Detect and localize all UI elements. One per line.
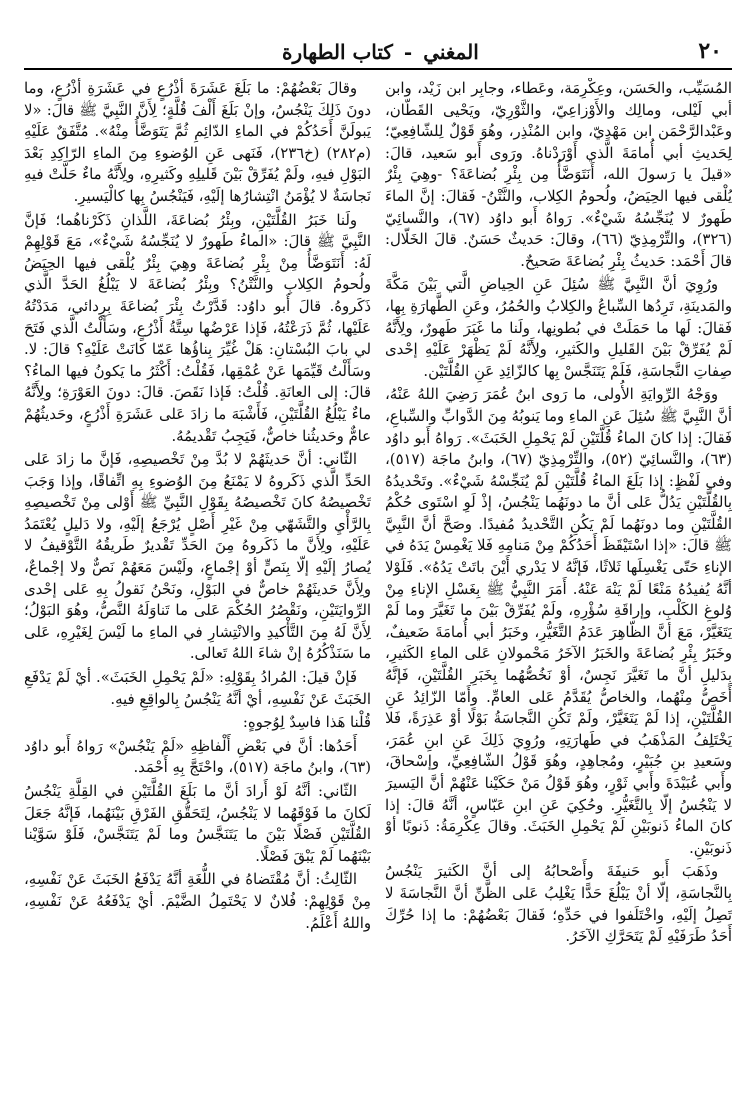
title-separator: - bbox=[403, 40, 413, 64]
chapter-title: كتاب الطهارة bbox=[282, 40, 393, 64]
text-columns bbox=[24, 78, 732, 1090]
running-title bbox=[282, 40, 479, 64]
book-title: المغني bbox=[423, 40, 479, 64]
paragraph: وذَهَبَ أَبو حَنيفَةَ وأَصْحابُهُ إلى أنَّ الكَثيرَ يَنْجُسُ بِالنَّجاسَةِ، إلّا أنْ يَبْلُغَ حَدًّا يَغْلِبُ عَلى الظَّنِّ أنَّ النَّجاسَةَ لا تَصِلُ إلَيْهِ، واخْتَلَفوا في حَدِّهِ؛ فَقالَ بَعْضُهُمْ: ما إذا حُرِّكَ أَحَدُ طَرَفَيْهِ لَمْ يَتَحَرَّكِ الآخَرُ. bbox=[385, 863, 732, 946]
paragraph: وقالَ بَعْضُهُمْ: ما بَلَغَ عَشَرَةَ أَذْرُعٍ في عَشَرَةِ أَذْرُعٍ، وما دونَ ذَلِكَ يَنْجُسُ، وإنْ بَلَغَ أَلْفَ قُلَّةٍ؛ لِأَنَّ النَّبِيَّ ﷺ قالَ: «لا يَبولَنَّ أَحَدُكُمْ في الماءِ الدّائِمِ ثُمَّ يَتَوَضَّأُ مِنْهُ». مُتَّفَقٌ عَلَيْهِ (م٢٨٢) (خ٢٣٦)، فَنَهى عَنِ الوُضوءِ مِنَ الماءِ الرّاكِدِ بَعْدَ البَوْلِ فيهِ، ولَمْ يُفَرِّقْ بَيْنَ قَليلِهِ وكَثيرِهِ، ولِأَنَّهُ ماءٌ حَلَّتْ فيهِ نَجاسَةٌ لا يُؤْمَنُ انْتِشارُها إلَيْهِ، فَيَنْجُسُ بِها كالْيَسيرِ. bbox=[24, 80, 371, 205]
page-number: ٢٠ bbox=[698, 38, 722, 64]
left-column bbox=[24, 78, 371, 1090]
paragraph: الثّاني: أنَّهُ لَوْ أَرادَ أنَّ ما بَلَغَ القُلَّتَيْنِ في القِلَّةِ يَنْجُسُ لَكانَ ما فَوْقَهُما لا يَنْجُسُ، لِتَحَقُّقِ الفَرْقِ بَيْنَهُما، فَإنَّهُ جَعَلَ القُلَّتَيْنِ فَصْلًا بَيْنَ ما يَتَنَجَّسُ وما لَمْ يَتَنَجَّسْ، فَلَوْ سَوَّيْنا بَيْنَهُما لَمْ يَبْقَ فَصْلًا. bbox=[24, 783, 371, 865]
paragraph: المُسَيِّب، والحَسَن، وعِكْرِمَة، وعَطاء، وجابِر ابن زَيْد، وابن أبي لَيْلى، ومالِك والأَوْزاعِيّ، والثَّوْرِيّ، ويَحْيى القَطّان، وعَبْدالرَّحْمَن ابن مَهْدِيّ، وابن المُنْذِر، وهُوَ قَوْلٌ لِلشّافِعِيّ؛ لِحَديثِ أبي أُمامَةَ الَّذي أَوْرَدْناهُ. ورَوى أَبو سَعيد، قالَ: «قيلَ يا رَسولَ الله، أَنَتَوَضَّأُ مِن بِئْرِ بُضاعَةَ؟ -وهِيَ بِئْرٌ يُلْقى فيها الحِيَضُ، ولُحومُ الكِلاب، والنَّتْنُ- فَقالَ: إنَّ الماءَ طَهورٌ لا يُنَجِّسُهُ شَيْءٌ». رَواهُ أَبو داوُد (٦٧)، والنَّسائِيّ (٣٢٦)، والتِّرْمِذِيّ (٦٦)، وقالَ: حَديثٌ حَسَنٌ. قالَ الخَلّال: قالَ أَحْمَد: حَديثُ بِئْرِ بُضاعَةَ صَحيحٌ. bbox=[385, 80, 732, 270]
right-column bbox=[385, 78, 732, 1090]
paragraph: الثّالِثُ: أنَّ مُقْتَضاهُ في اللُّغَةِ أنَّهُ يَدْفَعُ الخَبَثَ عَنْ نَفْسِهِ، مِنْ قَوْلِهِمْ: فُلانٌ لا يَحْتَمِلُ الضَّيْمَ. أيْ يَدْفَعُهُ عَنْ نَفْسِهِ، واللهُ أَعْلَمُ. bbox=[24, 871, 371, 932]
paragraph: الثّاني: أنَّ حَديثَهُمْ لا بُدَّ مِنْ تَخْصيصِهِ، فَإنَّ ما زادَ عَلى الحَدِّ الَّذي ذَكَروهُ لا يَمْنَعُ مِنَ الوُضوءِ بِهِ اتِّفاقًا، وإذا وَجَبَ تَخْصيصُهُ كانَ تَخْصيصُهُ بِقَوْلِ النَّبِيِّ ﷺ أَوْلى مِنْ تَخْصيصِهِ بِالرَّأْيِ والتَّشَهّي مِنْ غَيْرِ أَصْلٍ يُرْجَعُ إلَيْهِ، ولا دَليلٍ يُعْتَمَدُ عَلَيْهِ، ولِأَنَّ ما ذَكَروهُ مِنَ الحَدِّ تَقْديرٌ طَريقُهُ التَّوْقيفُ لا يُصارُ إلَيْهِ إلّا بِنَصٍّ أوْ إجْماعٍ، ولَيْسَ مَعَهُمْ نَصٌّ ولا إجْماعٌ، ولِأَنَّ حَديثَهُمْ خاصٌّ في البَوْلِ، ونَحْنُ نَقولُ بِهِ عَلى إحْدى الرِّوايَتَيْنِ، ونَقْصُرُ الحُكْمَ عَلى ما تَناوَلَهُ النَّصُّ، وهُوَ البَوْلُ؛ لِأَنَّ لَهُ مِنَ التَّأْكيدِ والانْتِشارِ في الماءِ ما لَيْسَ لِغَيْرِهِ، عَلى ما سَنَذْكُرُهُ إنْ شاءَ اللهُ تَعالى. bbox=[24, 451, 371, 663]
paragraph: ووَجْهُ الرِّوايَةِ الأُولى، ما رَوى ابنُ عُمَرَ رَضِيَ اللهُ عَنْهُ، أنَّ النَّبِيَّ ﷺ سُئِلَ عَنِ الماءِ وما يَنوبُهُ مِنَ الدَّوابِّ والسِّباعِ، فَقالَ: إذا كانَ الماءُ قُلَّتَيْنِ لَمْ يَحْمِلِ الخَبَثَ». رَواهُ أَبو داوُد (٦٣)، والنَّسائِيّ (٥٢)، والتِّرْمِذِيّ (٦٧)، وابنُ ماجَة (٥١٧)، وفي لَفْظٍ: إذا بَلَغَ الماءُ قُلَّتَيْنِ لَمْ يُنَجِّسْهُ شَيْءٌ». وتَحْديدُهُ بِالقُلَّتَيْنِ يَدُلُّ عَلى أنَّ ما دونَهُما يَنْجُسُ، إذْ لَوِ اسْتَوى حُكْمُ القُلَّتَيْنِ وما دونَهُما لَمْ يَكُنِ التَّحْديدُ مُفيدًا. وصَحَّ أنَّ النَّبِيَّ ﷺ قالَ: «إذا اسْتَيْقَظَ أَحَدُكُمْ مِنْ مَنامِهِ فَلا يَغْمِسْ يَدَهُ في الإناءِ حَتّى يَغْسِلَها ثَلاثًا، فَإنَّهُ لا يَدْري أَيْنَ باتَتْ يَدُهُ». فَلَوْلا أنَّهُ يُفيدُهُ مَنْعًا لَمْ يَنْهَ عَنْهُ. أَمَرَ النَّبِيُّ ﷺ بِغَسْلِ الإناءِ مِنْ وُلوغِ الكَلْبِ، وإراقَةِ سُؤْرِهِ، ولَمْ يُفَرِّقْ بَيْنَ ما تَغَيَّرَ وما لَمْ يَتَغَيَّرْ، مَعَ أنَّ الظّاهِرَ عَدَمُ التَّغَيُّرِ، وخَبَرُ أبي أُمامَةَ ضَعيفٌ، وخَبَرُ بِئْرِ بُضاعَةَ والخَبَرُ الآخَرُ مَحْمولانِ عَلى الماءِ الكَثيرِ، بِدَليلِ أنَّ ما تَغَيَّرَ نَجِسٌ، أوْ نَخُصُّهُما بِخَبَرِ القُلَّتَيْنِ، فَإنَّهُ أَخَصُّ مِنْهُما، والخاصُّ يُقَدَّمُ عَلى العامِّ. وأَمّا الزّائِدُ عَنِ القُلَّتَيْنِ، إذا لَمْ يَتَغَيَّرْ، ولَمْ تَكُنِ النَّجاسَةُ بَوْلًا أوْ عَذِرَةً، فَلا يَخْتَلِفُ المَذْهَبُ في طَهارَتِهِ، ورُوِيَ ذَلِكَ عَنِ ابنِ عُمَرَ، وسَعيدِ بنِ جُبَيْرٍ، ومُجاهِدٍ، وهُوَ قَوْلُ الشّافِعِيِّ، وإسْحاقَ، وأَبي عُبَيْدَةَ وأَبي ثَوْرٍ، وهُوَ قَوْلُ مَنْ حَكَيْنا عَنْهُمْ أنَّ اليَسيرَ لا يَنْجُسُ إلّا بِالتَّغَيُّرِ. وحُكِيَ عَنِ ابنِ عَبّاسٍ، أنَّهُ قالَ: إذا كانَ الماءُ ذَنوبَيْنِ لَمْ يَحْمِلِ الخَبَثَ. وقالَ عِكْرِمَةُ: ذَنوبًا أوْ ذَنوبَيْنِ. bbox=[385, 386, 732, 857]
paragraph: ورُوِيَ أنَّ النَّبِيَّ ﷺ سُئِلَ عَنِ الحِياضِ الَّتي بَيْنَ مَكَّةَ والمَدينَةِ، تَرِدُها السِّباعُ والكِلابُ والحُمُرُ، وعَنِ الطَّهارَةِ بِها، فَقالَ: لَها ما حَمَلَتْ في بُطونِها، ولَنا ما غَبَرَ طَهورٌ، ولِأَنَّهُ لَمْ يُفَرِّقْ بَيْنَ القَليلِ والكَثيرِ، ولِأَنَّهُ لَمْ يَظْهَرْ عَلَيْهِ إحْدى صِفاتِ النَّجاسَةِ، فَلَمْ يَتَنَجَّسْ بِها كالزّائِدِ عَنِ القُلَّتَيْن. bbox=[385, 276, 732, 380]
paragraph: قُلْنا هَذا فاسِدٌ لِوُجوهٍ: bbox=[242, 714, 371, 732]
paragraph: أَحَدُها: أنَّ في بَعْضِ أَلْفاظِهِ «لَمْ يَنْجُسْ» رَواهُ أَبو داوُد (٦٣)، وابنُ ماجَة (٥١٧)، واحْتَجَّ بِهِ أَحْمَد. bbox=[24, 737, 371, 777]
paragraph: فَإنْ قيلَ: المُرادُ بِقَوْلِهِ: «لَمْ يَحْمِلِ الخَبَثَ». أيْ لَمْ يَدْفَعِ الخَبَثَ عَنْ نَفْسِهِ، أيْ أنَّهُ يَنْجُسُ بِالواقِعِ فيهِ. bbox=[24, 669, 371, 708]
paragraph: ولَنا خَبَرُ القُلَّتَيْنِ، وبِئْرُ بُضاعَةَ، اللَّذانِ ذَكَرْناهُما؛ فَإنَّ النَّبِيَّ ﷺ قالَ: «الماءُ طَهورٌ لا يُنَجِّسُهُ شَيْءٌ»، مَعَ قَوْلِهِمْ لَهُ: أَنَتَوَضَّأُ مِنْ بِئْرِ بُضاعَةَ وهِيَ بِئْرٌ يُلْقى فيها الحِيَضُ ولُحومُ الكِلابِ والنَّتْنُ؟ وبِئْرُ بُضاعَةَ لا يَبْلُغُ الحَدَّ الَّذي ذَكَروهُ. قالَ أَبو داوُد: قَدَّرْتُ بِئْرَ بُضاعَةَ بِرِدائي، مَدَدْتُهُ عَلَيْها، ثُمَّ ذَرَعْتُهُ، فَإذا عَرْضُها سِتَّةُ أَذْرُعٍ، وسَأَلْتُ الَّذي فَتَحَ لي بابَ البُسْتانِ: هَلْ غُيِّرَ بِناؤُها عَمّا كانَتْ عَلَيْهِ؟ قالَ: لا. وسَأَلْتُ قَيِّمَها عَنْ عُمْقِها، فَقُلْتُ: أَكْثَرُ ما يَكونُ فيها الماءُ؟ قالَ: إلى العانَةِ. قُلْتُ: فَإذا نَقَصَ. قالَ: دونَ العَوْرَةِ؛ ولِأَنَّهُ ماءٌ يَبْلُغُ القُلَّتَيْنِ، فَأَشْبَهَ ما زادَ عَلى عَشَرَةِ أَذْرُعٍ، وحَديثُهُمْ عامٌّ وحَديثُنا خاصٌّ، فَيَجِبُ تَقْديمُهُ. bbox=[24, 211, 371, 445]
page-header bbox=[24, 38, 732, 70]
